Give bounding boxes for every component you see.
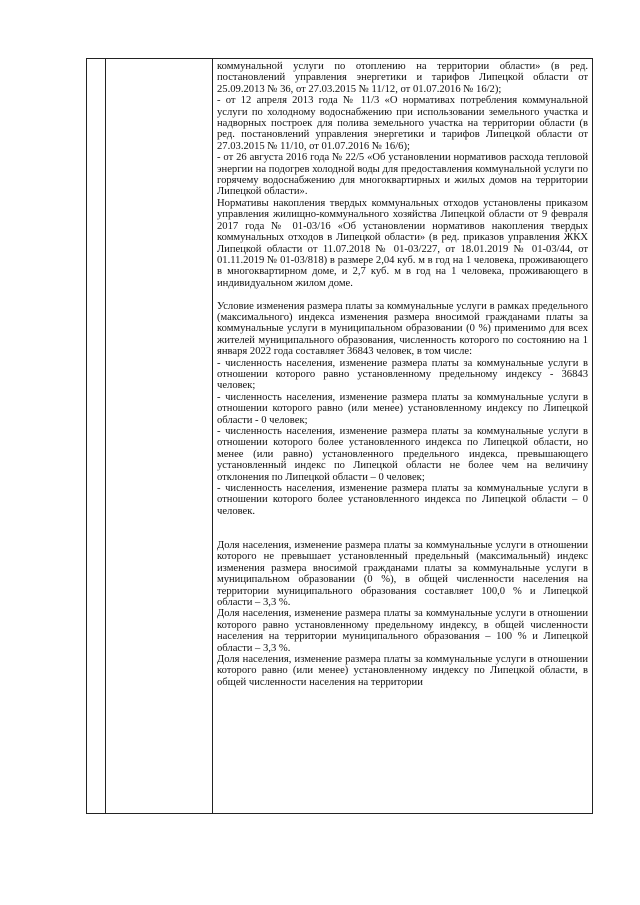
paragraph-share-not-exceeding: Доля населения, изменение размера платы за коммунальные услуги в отношении которого не превышает установленный предельный (максимальный) индекс изменения размера вносимой гражданами платы за коммунальные услуги в муниципальном образовании (0 %), в общей численности населения на территории муниципального образования составляет 100,0 % и Липецкой области – 3,3 %.: [217, 540, 588, 609]
paragraph-population-equal-regional-index: - численность населения, изменение размера платы за коммунальные услуги в отношении которого равно (или менее) установленному индексу по Липецкой области - 0 человек;: [217, 391, 588, 426]
document-table: [86, 58, 593, 814]
paragraph-share-equal-regional-index: Доля населения, изменение размера платы за коммунальные услуги в отношении которого равно (или менее) установленному индексу по Липецкой области, в общей численности населения на территории: [217, 654, 588, 688]
paragraph-payment-condition: Условие изменения размера платы за коммунальные услуги в рамках предельного (максимального) индекса изменения размера вносимой гражданами платы за коммунальные услуги в муниципальном образовании (0 %) применимо для всех жителей муниципального образования, численность которого по состоянию на 1 января 2022 года составляет 36843 человек, в том числе:: [217, 300, 588, 358]
paragraph-population-above-regional-index: - численность населения, изменение размера платы за коммунальные услуги в отношении которого более установленного индекса по Липецкой области – 0 человек.: [217, 483, 588, 517]
spacer: [217, 517, 588, 528]
spacer: [217, 529, 588, 540]
table-column-number: [87, 59, 106, 813]
paragraph-heating-resolution-end: коммунальной услуги по отоплению на территории области» (в ред. постановлений управления энергетики и тарифов Липецкой области от 25.09.2013 № 36, от 27.03.2015 № 11/12, от 01.07.2016 № 16/2);: [217, 61, 588, 95]
paragraph-cold-water-resolution: - от 12 апреля 2013 года № 11/3 «О нормативах потребления коммунальной услуги по холодному водоснабжению при использовании земельного участка и надворных построек для полива земельного участка на территории области (в ред. постановлений управления энергетики и тарифов Липецкой области от 27.03.2015 № 11/10, от 01.07.2016 № 16/6);: [217, 95, 588, 152]
table-column-content: [213, 59, 592, 813]
paragraph-share-equal-max-index: Доля населения, изменение размера платы за коммунальные услуги в отношении которого равно установленному предельному индексу, в общей численности населения на территории муниципального образования – 100 % и Липецкой области – 3,3 %.: [217, 608, 588, 654]
paragraph-population-equal-max-index: - численность населения, изменение размера платы за коммунальные услуги в отношении которого равно установленному предельному индексу - 36843 человек;: [217, 357, 588, 392]
table-column-name: [106, 59, 213, 813]
paragraph-waste-norms: Нормативы накопления твердых коммунальных отходов установлены приказом управления жилищно-коммунального хозяйства Липецкой области от 9 февраля 2017 года № 01-03/16 «Об установлении нормативов накопления твердых коммунальных отходов в Липецкой области» (в ред. приказов управления ЖКХ Липецкой области от 11.07.2018 № 01-03/227, от 18.01.2019 № 01-03/44, от 01.11.2019 № 01-03/818) в размере 2,04 куб. м в год на 1 человека, проживающего в многоквартирном доме, и 2,7 куб. м в год на 1 человека, проживающего в индивидуальном жилом доме.: [217, 197, 588, 289]
paragraph-population-between-indices: - численность населения, изменение размера платы за коммунальные услуги в отношении которого более установленного индекса по Липецкой области, но менее (или равно) установленного предельного индекса, превышающего установленный индекс по Липецкой области не более чем на величину отклонения по Липецкой области – 0 человек;: [217, 425, 588, 483]
spacer: [217, 289, 588, 300]
paragraph-thermal-energy-resolution: - от 26 августа 2016 года № 22/5 «Об установлении нормативов расхода тепловой энергии на подогрев холодной воды для предоставления коммунальной услуги по горячему водоснабжению для многоквартирных и жилых домов на территории Липецкой области».: [217, 152, 588, 198]
